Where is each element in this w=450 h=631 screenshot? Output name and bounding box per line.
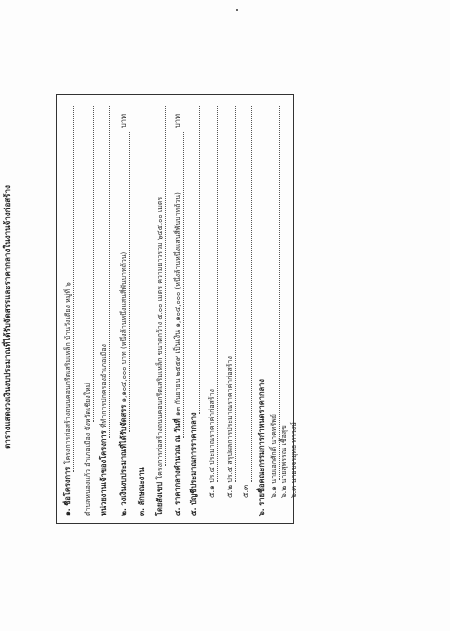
dotted-line xyxy=(235,106,236,482)
label-median-price: ๔. ราคากลางคำนวณ ณ วันที่ xyxy=(173,418,182,516)
member-1-number: ๖.๑ xyxy=(269,486,278,498)
dotted-line xyxy=(109,106,110,438)
project-location-row xyxy=(84,383,92,516)
ref-2-value: ปร.๕ สรุปผลการประมาณราคาค่าก่อสร้าง xyxy=(226,356,234,483)
label-characteristics: ๓. ลักษณะงาน xyxy=(137,467,146,516)
dotted-line xyxy=(217,106,218,482)
value-project-name: โครงการก่อสร้างถนนคอนกรีตเสริมเหล็ก บ้านวังเตียง หมู่ที่ ๖ xyxy=(64,282,72,465)
agency-row xyxy=(100,344,108,516)
member-3-number: ๖.๓ xyxy=(289,485,298,498)
unit-baht-budget: บาท xyxy=(119,114,128,128)
label-committee: ๖. รายชื่อคณะกรรมการกำหนดราคากลาง xyxy=(257,379,266,516)
value-median-amount: ๑,๑๐๔,๐๐๐ (หนึ่งล้านหนึ่งแสนสี่พันบาทถ้วน) xyxy=(174,192,182,328)
label-budget: ๒. วงเงินงบประมาณที่ได้รับจัดสรร xyxy=(119,404,128,516)
dotted-line xyxy=(129,132,130,432)
dotted-line xyxy=(183,132,184,438)
ref-1-value: ปร.๔ ประมาณราคาค่าก่อสร้าง xyxy=(208,389,216,483)
value-project-location: ตำบลหนองแก้ว อำเภอเมือง จังหวัดเชียงใหม่ xyxy=(84,382,92,516)
committee-member-1 xyxy=(270,414,278,498)
label-amount: เป็นเงิน xyxy=(173,329,182,354)
ref-2-number: ๕.๒ xyxy=(225,484,234,498)
ref-3-number: ๕.๓ xyxy=(241,484,250,498)
project-name-row xyxy=(64,282,72,516)
member-2-name: นายสุพรรณ เชื้อสุข xyxy=(280,425,288,484)
form-title: ตารางแสดงวงเงินงบประมาณที่ได้รับจัดสรรและราคากลางในงานจ้างก่อสร้าง xyxy=(3,185,12,449)
unit-baht-median: บาท xyxy=(173,114,182,128)
value-budget: ๑,๑๐๔,๐๐๐ บาท xyxy=(120,351,128,403)
label-agency: หน่วยงานเจ้าของโครงการ xyxy=(99,430,108,516)
median-price-row xyxy=(174,192,182,516)
scan-mark xyxy=(236,9,238,11)
rotated-form xyxy=(3,92,302,542)
value-agency: ที่ทำการปกครองอำเภอเมือง xyxy=(100,344,108,428)
reference-item-1 xyxy=(208,389,216,498)
committee-member-2 xyxy=(280,425,288,498)
value-median-date: ๑๓ กันยายน ๒๕๕๙ xyxy=(174,356,182,416)
dotted-line xyxy=(279,106,280,480)
member-2-number: ๖.๒ xyxy=(279,485,288,498)
summary-row xyxy=(156,197,164,516)
reference-item-2 xyxy=(226,356,234,498)
dotted-line xyxy=(199,106,200,414)
dotted-line xyxy=(251,106,252,482)
dotted-line xyxy=(93,106,94,422)
label-project-name: ๑. ชื่อโครงการ xyxy=(63,466,72,516)
budget-row xyxy=(120,252,128,516)
committee-member-3 xyxy=(290,422,298,498)
value-budget-words: (หนึ่งล้านหนึ่งแสนสี่พันบาทถ้วน) xyxy=(120,251,128,349)
value-summary: โครงการก่อสร้างถนนคอนกรีตเสริมเหล็ก ขนาดกว้าง ๕.๐๐ เมตร ความยาวรวม ๖๔๕.๐๐ เมตร xyxy=(156,196,164,480)
dotted-line xyxy=(73,106,74,472)
reference-item-3 xyxy=(242,485,250,498)
ref-1-number: ๕.๑ xyxy=(207,485,216,498)
label-summary: โดยสังเขป xyxy=(155,482,164,516)
member-3-name: นายขจรยุทธ ทาวงษ์ xyxy=(290,422,298,484)
member-1-name: นายเอกศักดิ์ นาคทรัพย์ xyxy=(270,414,278,484)
dotted-line xyxy=(165,106,166,466)
label-reference: ๕. บัญชีประมาณการราคากลาง xyxy=(189,412,198,516)
